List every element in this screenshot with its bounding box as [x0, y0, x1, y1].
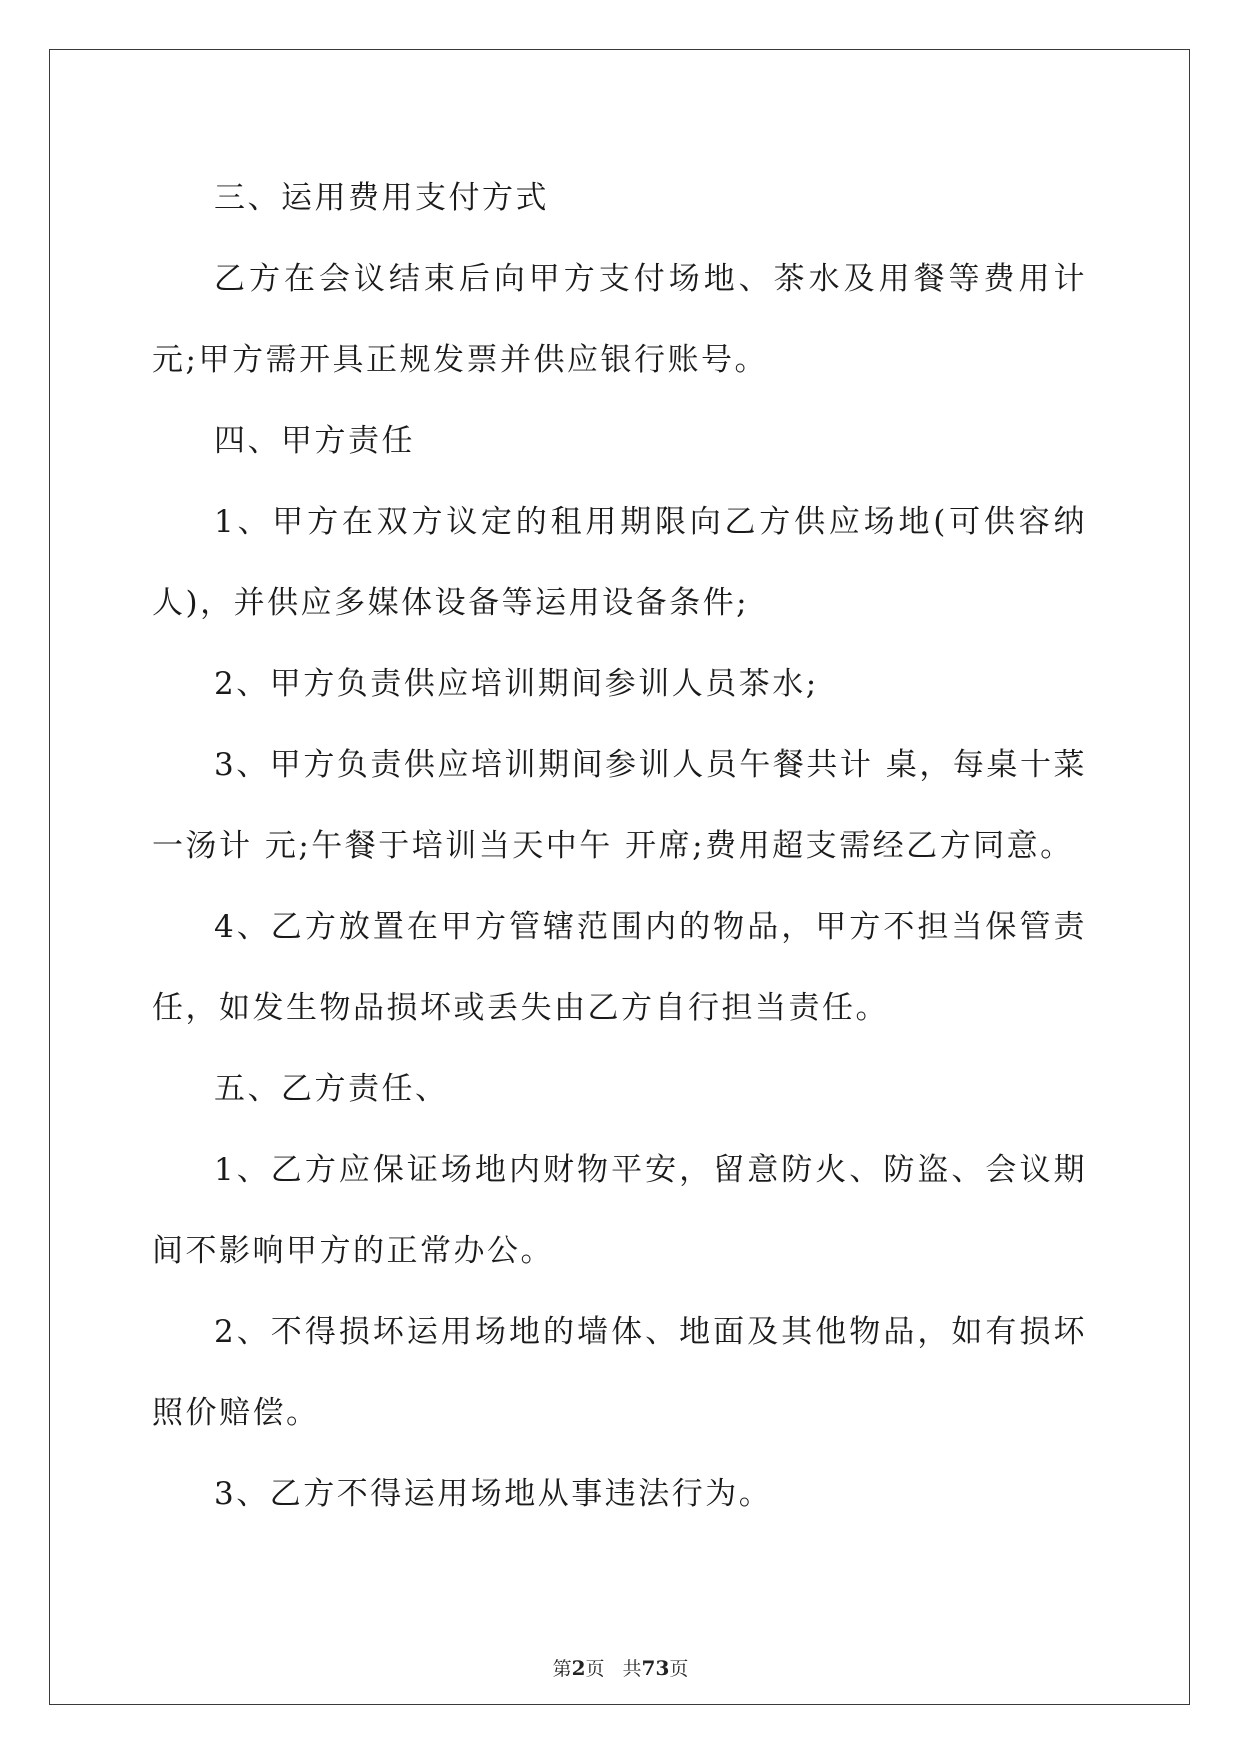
total-suffix: 页: [669, 1658, 689, 1680]
section-heading-party-a: 四、甲方责任: [214, 423, 415, 459]
clause-a-2: 2、甲方负责供应培训期间参训人员茶水;: [214, 666, 819, 702]
document-body: [152, 158, 1087, 1535]
current-page-number: 2: [571, 1656, 586, 1680]
page-prefix: 第: [552, 1658, 572, 1680]
page-footer: [0, 1654, 1241, 1681]
clause-b-1: 1、乙方应保证场地内财物平安，留意防火、防盗、会议期间不影响甲方的正常办公。: [152, 1152, 1087, 1269]
clause-a-1: 1、甲方在双方议定的租用期限向乙方供应场地(可供容纳人)，并供应多媒体设备等运用设备条件;: [152, 504, 1087, 621]
clause-a-3: 3、甲方负责供应培训期间参训人员午餐共计 桌，每桌十菜一汤计 元;午餐于培训当天中午 开席;费用超支需经乙方同意。: [152, 747, 1087, 864]
clause-b-2: 2、不得损坏运用场地的墙体、地面及其他物品，如有损坏照价赔偿。: [152, 1314, 1087, 1431]
section-heading-party-b: 五、乙方责任、: [214, 1071, 449, 1107]
paragraph-payment-terms: 乙方在会议结束后向甲方支付场地、茶水及用餐等费用计元;甲方需开具正规发票并供应银行账号。: [152, 261, 1087, 378]
clause-b-3: 3、乙方不得运用场地从事违法行为。: [214, 1476, 773, 1512]
total-prefix: 共: [622, 1658, 642, 1680]
total-page-count: 73: [641, 1656, 670, 1680]
section-heading-payment: 三、运用费用支付方式: [214, 180, 549, 216]
page-suffix: 页: [585, 1658, 605, 1680]
clause-a-4: 4、乙方放置在甲方管辖范围内的物品，甲方不担当保管责任，如发生物品损坏或丢失由乙方自行担当责任。: [152, 909, 1087, 1026]
